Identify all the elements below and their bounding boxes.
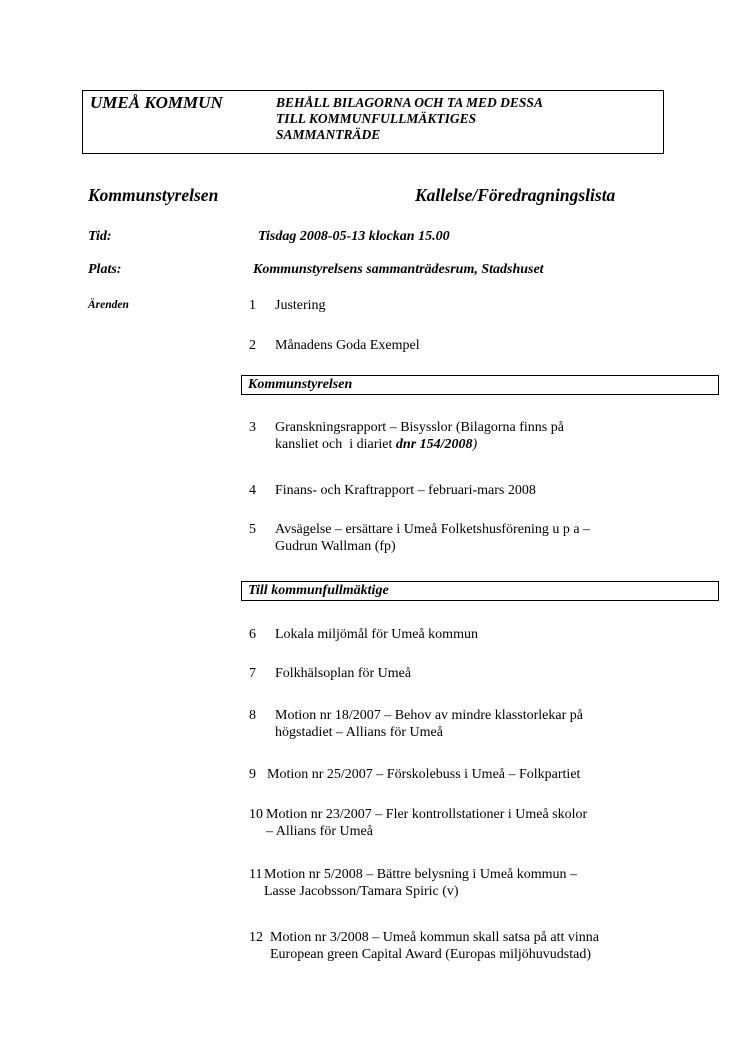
- item-text: Gudrun Wallman (fp): [275, 539, 396, 554]
- organization-name: UMEÅ KOMMUN: [90, 93, 223, 112]
- item-text: högstadiet – Allians för Umeå: [275, 725, 443, 740]
- item-text: Lokala miljömål för Umeå kommun: [275, 627, 478, 642]
- agenda-item-9: [249, 766, 699, 783]
- item-text: Motion nr 23/2007 – Fler kontrollstationer i Umeå skolor: [266, 807, 588, 822]
- item-number: 11: [249, 867, 263, 882]
- time-label: Tid:: [88, 229, 112, 244]
- item-number: 9: [249, 767, 256, 782]
- item-number: 5: [249, 522, 256, 537]
- item-number: 8: [249, 708, 256, 723]
- diary-number: dnr 154/2008: [395, 437, 473, 452]
- item-text: Motion nr 18/2007 – Behov av mindre klasstorlekar på: [275, 708, 583, 723]
- agenda-label: Ärenden: [88, 299, 129, 311]
- document-type-title: Kallelse/Föredragningslista: [415, 185, 616, 205]
- item-text: Avsägelse – ersättare i Umeå Folketshusförening u p a –: [275, 522, 591, 537]
- agenda-item-11: [249, 866, 699, 899]
- item-text: Finans- och Kraftrapport – februari-mars 2008: [275, 483, 536, 498]
- agenda-item-5: [249, 521, 699, 554]
- item-number: 7: [249, 666, 256, 681]
- notice-line-2: TILL KOMMUNFULLMÄKTIGES: [276, 111, 477, 126]
- item-text: Motion nr 5/2008 – Bättre belysning i Umeå kommun –: [264, 867, 578, 882]
- item-text: Månadens Goda Exempel: [275, 338, 420, 353]
- agenda-item-6: [249, 626, 699, 643]
- notice-line-1: BEHÅLL BILAGORNA OCH TA MED DESSA: [276, 95, 543, 110]
- agenda-item-12: [249, 929, 699, 962]
- agenda-item-7: [249, 665, 699, 682]
- agenda-item-3: [249, 419, 699, 452]
- agenda-item-8: [249, 707, 699, 740]
- section-kommunstyrelsen: Kommunstyrelsen: [241, 375, 719, 395]
- item-text: kansliet och i diariet: [275, 437, 396, 452]
- attachment-notice: [276, 95, 656, 143]
- item-text: – Allians för Umeå: [266, 824, 373, 839]
- agenda-item-1: [249, 297, 699, 314]
- section-till-kommunfullmaktige: Till kommunfullmäktige: [241, 581, 719, 601]
- notice-line-3: SAMMANTRÄDE: [276, 127, 381, 142]
- item-number: 12: [249, 930, 263, 945]
- committee-title: Kommunstyrelsen: [88, 185, 219, 205]
- place-label: Plats:: [88, 262, 122, 277]
- agenda-item-4: [249, 482, 699, 499]
- place-value: Kommunstyrelsens sammanträdesrum, Stadshuset: [253, 262, 544, 277]
- item-text: European green Capital Award (Europas miljöhuvudstad): [270, 947, 592, 962]
- item-number: 6: [249, 627, 256, 642]
- item-text: Granskningsrapport – Bisysslor (Bilagorna finns på: [275, 420, 564, 435]
- item-number: 10: [249, 807, 263, 822]
- item-text: Folkhälsoplan för Umeå: [275, 666, 412, 681]
- item-number: 4: [249, 483, 256, 498]
- item-number: 3: [249, 420, 256, 435]
- item-number: 2: [249, 338, 256, 353]
- item-text: ): [472, 437, 478, 452]
- time-value: Tisdag 2008-05-13 klockan 15.00: [258, 229, 450, 244]
- item-number: 1: [249, 298, 256, 313]
- item-text-line2: [275, 436, 477, 453]
- agenda-item-10: [249, 806, 699, 839]
- item-text: Motion nr 3/2008 – Umeå kommun skall satsa på att vinna: [270, 930, 599, 945]
- item-text: Lasse Jacobsson/Tamara Spiric (v): [264, 884, 459, 899]
- agenda-item-2: [249, 337, 699, 354]
- item-text: Justering: [275, 298, 326, 313]
- header-box: [82, 90, 664, 154]
- item-text: Motion nr 25/2007 – Förskolebuss i Umeå – Folkpartiet: [267, 767, 581, 782]
